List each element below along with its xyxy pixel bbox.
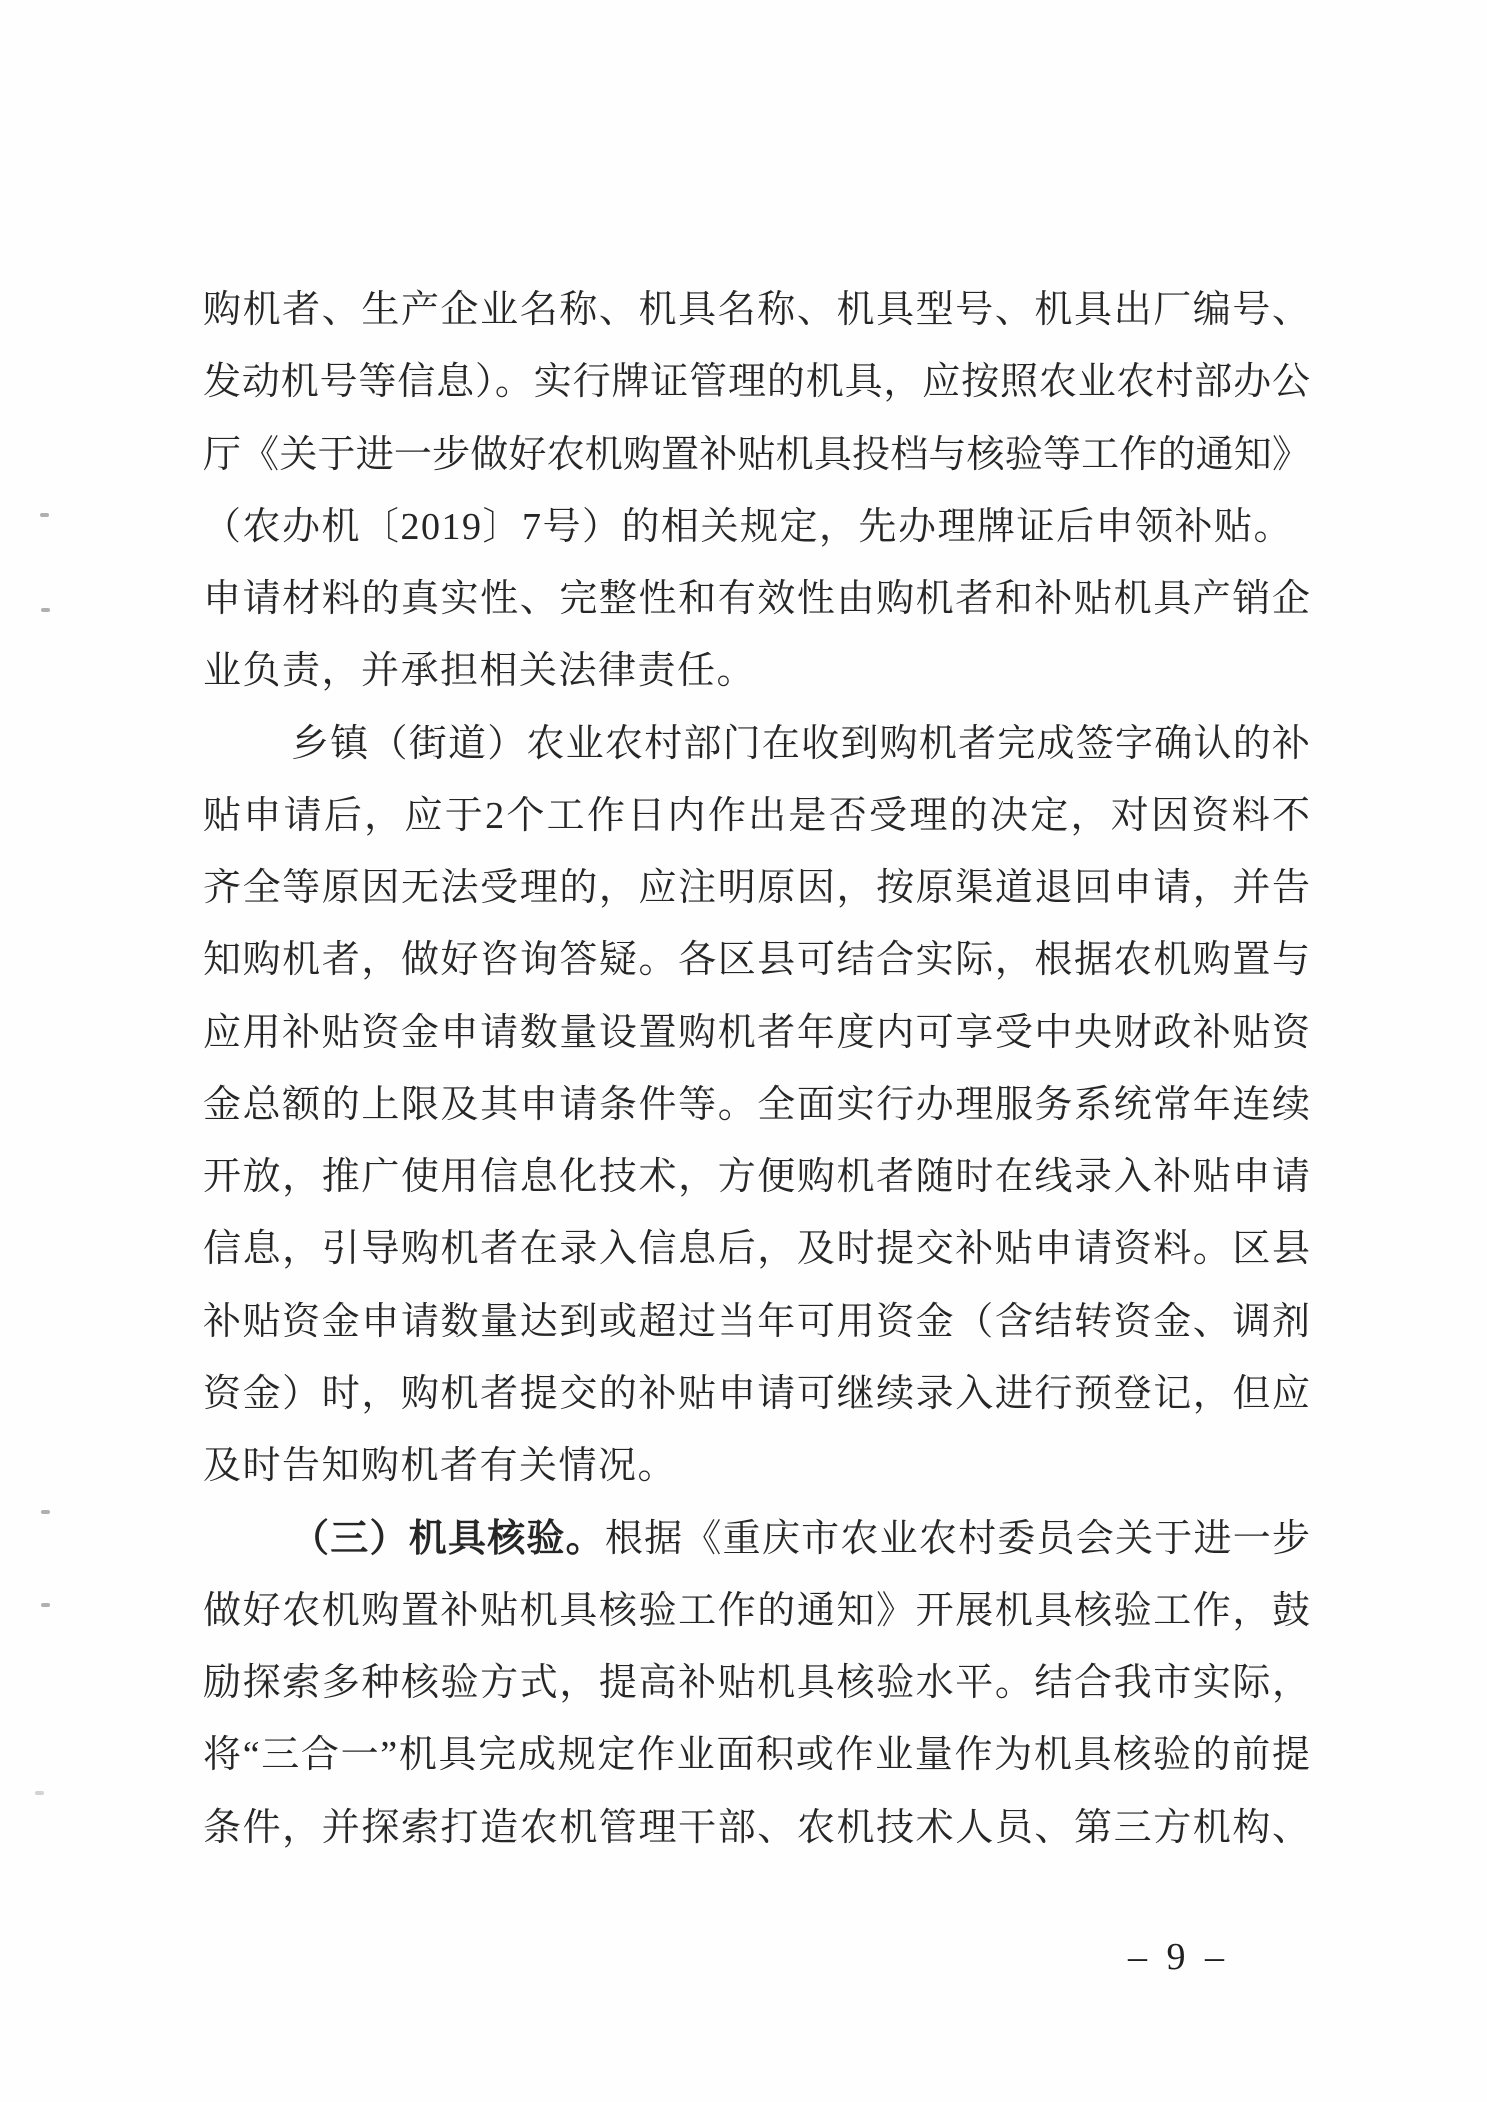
text-line: 做好农机购置补贴机具核验工作的通知》开展机具核验工作，鼓 <box>203 1589 1310 1632</box>
text-line: 及时告知购机者有关情况。 <box>203 1445 678 1488</box>
text-line: 贴申请后，应于2个工作日内作出是否受理的决定，对因资料不 <box>203 794 1310 837</box>
text-line: 开放，推广使用信息化技术，方便购机者随时在线录入补贴申请 <box>203 1156 1310 1199</box>
text-line: 乡镇（街道）农业农村部门在收到购机者完成签字确认的补 <box>291 722 1310 765</box>
text-line: 齐全等原因无法受理的，应注明原因，按原渠道退回申请，并告 <box>203 867 1310 910</box>
scan-speck <box>41 1510 50 1514</box>
text-line: 将“三合一”机具完成规定作业面积或作业量作为机具核验的前提 <box>203 1734 1310 1777</box>
text-line: 资金）时，购机者提交的补贴申请可继续录入进行预登记，但应 <box>203 1372 1310 1415</box>
text-line: 厅《关于进一步做好农机购置补贴机具投档与核验等工作的通知》 <box>203 433 1310 476</box>
text-line: 知购机者，做好咨询答疑。各区县可结合实际，根据农机购置与 <box>203 939 1310 982</box>
text-line: 发动机号等信息）。实行牌证管理的机具，应按照农业农村部办公 <box>203 361 1310 404</box>
scan-speck <box>41 608 50 612</box>
text-line: 信息，引导购机者在录入信息后，及时提交补贴申请资料。区县 <box>203 1228 1310 1271</box>
document-lines <box>203 274 1310 1864</box>
text-line: 业负责，并承担相关法律责任。 <box>203 650 757 693</box>
text-line: （三）机具核验。根据《重庆市农业农村委员会关于进一步 <box>291 1517 1310 1560</box>
bold-heading: （三）机具核验。 <box>291 1517 605 1560</box>
scan-speck <box>41 1603 50 1607</box>
scan-speck <box>35 1791 44 1795</box>
text-line: 应用补贴资金申请数量设置购机者年度内可享受中央财政补贴资 <box>203 1011 1310 1054</box>
text-line: 励探索多种核验方式，提高补贴机具核验水平。结合我市实际， <box>203 1662 1310 1705</box>
text-line: 申请材料的真实性、完整性和有效性由购机者和补贴机具产销企 <box>203 578 1310 621</box>
text-line: 条件，并探索打造农机管理干部、农机技术人员、第三方机构、 <box>203 1806 1310 1849</box>
text-line: 购机者、生产企业名称、机具名称、机具型号、机具出厂编号、 <box>203 289 1310 331</box>
text-line: 补贴资金申请数量达到或超过当年可用资金（含结转资金、调剂 <box>203 1300 1310 1343</box>
page-number: – 9 – <box>1128 1936 1226 1978</box>
text-line: （农办机〔2019〕7号）的相关规定，先办理牌证后申领补贴。 <box>203 505 1294 548</box>
text-line: 金总额的上限及其申请条件等。全面实行办理服务系统常年连续 <box>203 1083 1310 1126</box>
scan-speck <box>40 513 49 517</box>
